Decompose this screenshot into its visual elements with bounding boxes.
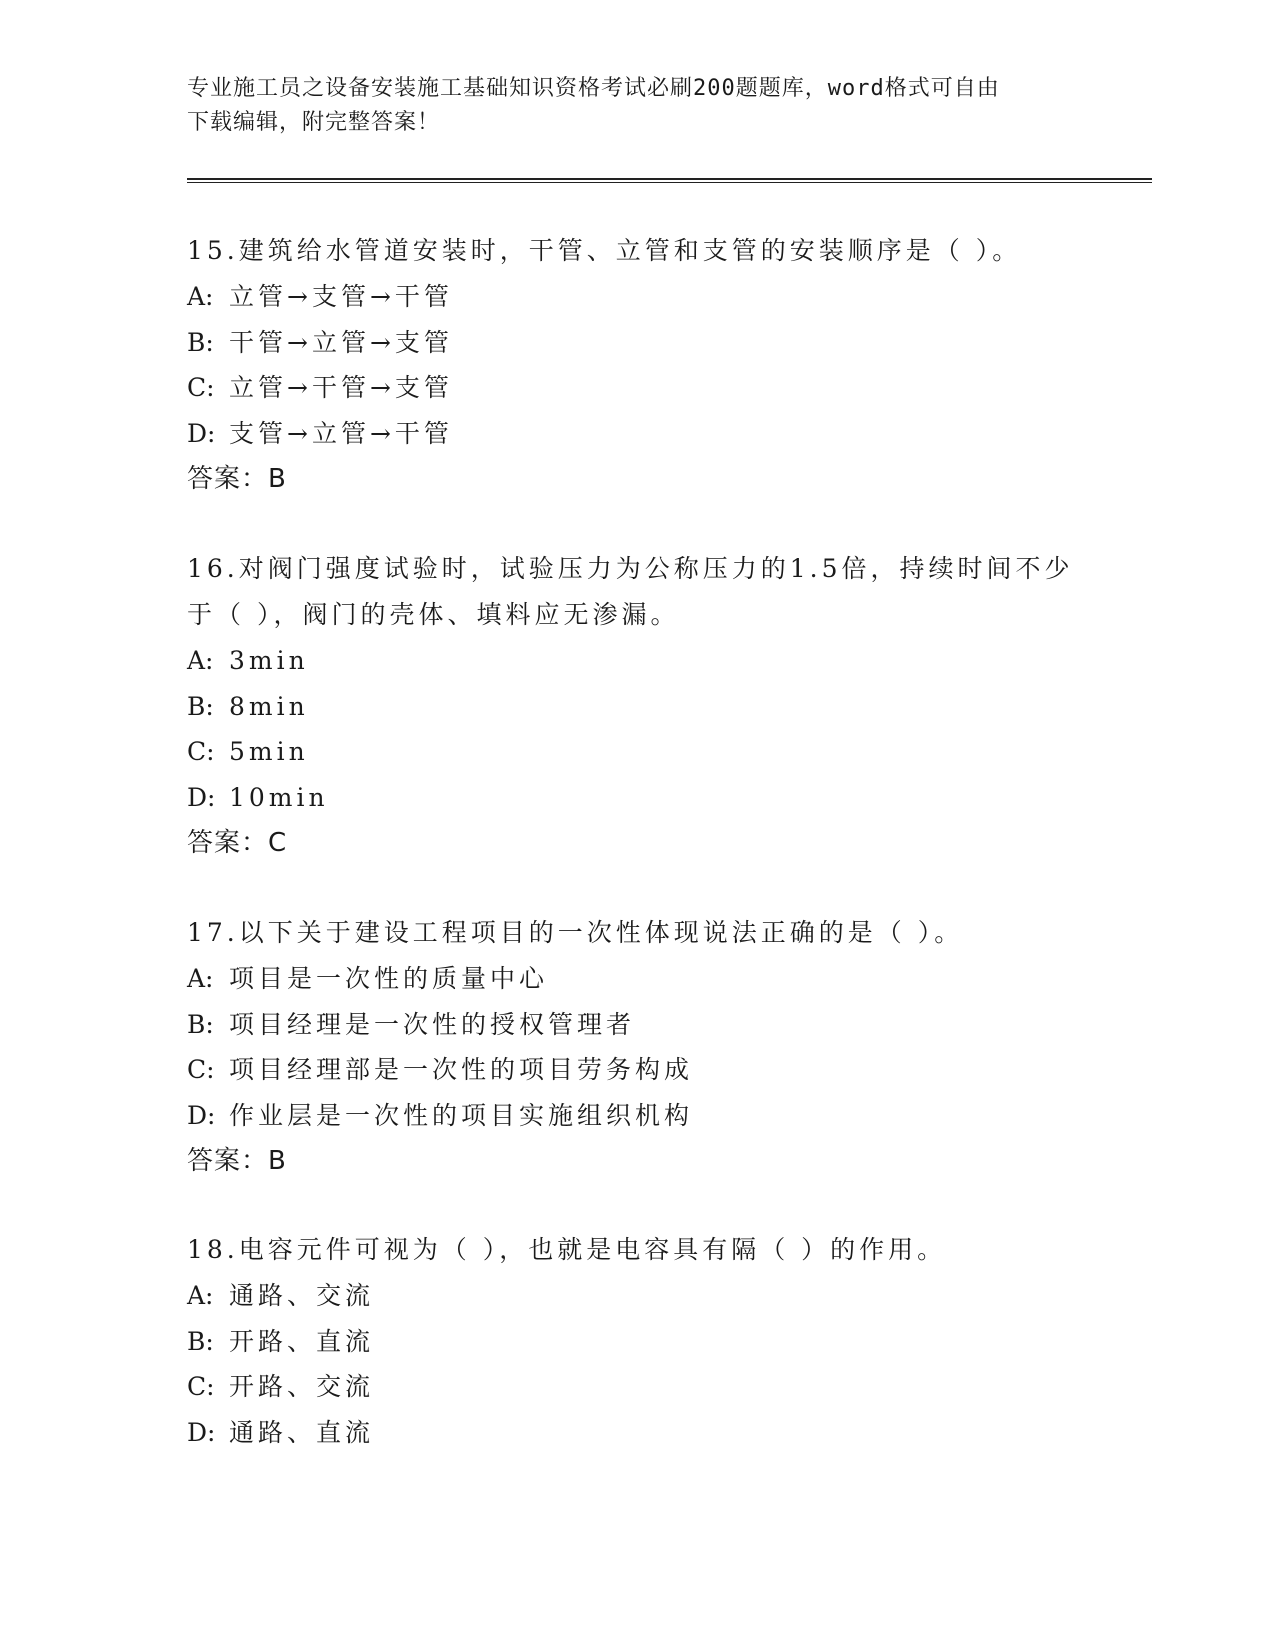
question-stem: 16.对阀门强度试验时，试验压力为公称压力的1.5倍，持续时间不少: [187, 554, 1074, 583]
option-letter: A:: [187, 282, 214, 311]
option-text: 8min: [229, 691, 309, 721]
option-letter: B:: [187, 1326, 214, 1356]
option-letter: C:: [187, 737, 215, 766]
option-text: 3min: [229, 646, 309, 675]
question-stem: 17.以下关于建设工程项目的一次性体现说法正确的是（ ）。: [187, 918, 964, 947]
option-letter: D:: [187, 782, 216, 812]
option-text: 项目经理部是一次性的项目劳务构成: [229, 1055, 694, 1084]
option-text: 项目是一次性的质量中心: [229, 964, 549, 993]
question-16: [187, 546, 1107, 866]
option-c: [187, 1364, 1107, 1410]
option-text: 项目经理是一次性的授权管理者: [229, 1009, 636, 1039]
document-header: [187, 72, 1087, 140]
option-text: 开路、直流: [229, 1326, 375, 1356]
option-letter: D:: [187, 418, 216, 448]
answer: 答案：B: [187, 464, 287, 494]
option-c: [187, 365, 1107, 411]
option-letter: C:: [187, 373, 215, 402]
question-17: [187, 910, 1107, 1184]
option-letter: A:: [187, 1281, 214, 1310]
option-letter: B:: [187, 327, 214, 357]
option-letter: C:: [187, 1372, 215, 1401]
option-letter: B:: [187, 1009, 214, 1039]
option-b: [187, 1002, 1107, 1048]
option-a: [187, 1273, 1107, 1319]
option-letter: D:: [187, 1100, 216, 1130]
answer: 答案：B: [187, 1146, 287, 1176]
option-c: [187, 729, 1107, 775]
option-b: [187, 1319, 1107, 1365]
question-18: [187, 1227, 1107, 1455]
option-letter: A:: [187, 646, 214, 675]
header-divider: [187, 178, 1152, 183]
option-b: [187, 320, 1107, 366]
header-line-1: 专业施工员之设备安装施工基础知识资格考试必刷200题题库，word格式可自由: [187, 76, 1000, 101]
option-text: 干管→立管→支管: [229, 327, 453, 357]
option-text: 作业层是一次性的项目实施组织机构: [229, 1100, 694, 1130]
option-text: 通路、交流: [229, 1281, 375, 1310]
option-a: [187, 274, 1107, 320]
answer: 答案：C: [187, 828, 288, 858]
option-text: 立管→支管→干管: [229, 282, 453, 311]
option-text: 10min: [229, 782, 329, 812]
option-text: 5min: [229, 737, 309, 766]
option-d: [187, 1410, 1107, 1456]
question-stem: 18.电容元件可视为（ ），也就是电容具有隔（ ）的作用。: [187, 1235, 947, 1264]
question-stem: 15.建筑给水管道安装时，干管、立管和支管的安装顺序是（ ）。: [187, 236, 1022, 265]
option-b: [187, 684, 1107, 730]
option-a: [187, 956, 1107, 1002]
option-d: [187, 411, 1107, 457]
header-line-2: 下载编辑，附完整答案！: [187, 110, 441, 135]
option-d: [187, 775, 1107, 821]
option-d: [187, 1093, 1107, 1139]
option-letter: D:: [187, 1417, 216, 1447]
option-c: [187, 1047, 1107, 1093]
option-letter: B:: [187, 691, 214, 721]
option-text: 支管→立管→干管: [229, 418, 453, 448]
option-a: [187, 638, 1107, 684]
question-15: [187, 228, 1107, 502]
option-letter: A:: [187, 964, 214, 993]
question-stem-continued: 于（ ），阀门的壳体、填料应无渗漏。: [187, 600, 680, 629]
option-text: 立管→干管→支管: [229, 373, 453, 402]
option-letter: C:: [187, 1055, 215, 1084]
option-text: 通路、直流: [229, 1417, 375, 1447]
option-text: 开路、交流: [229, 1372, 375, 1401]
